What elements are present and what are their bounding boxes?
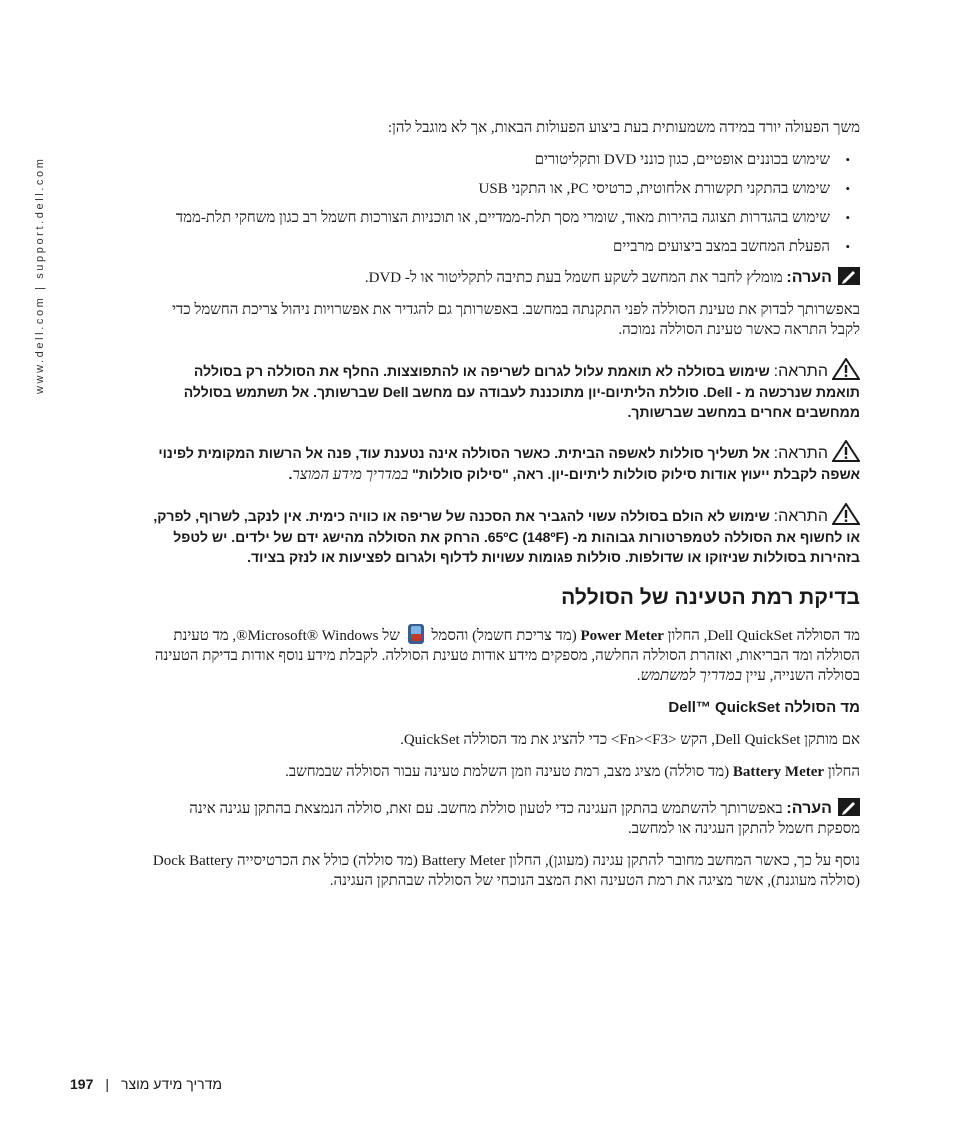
battery-icon bbox=[407, 623, 425, 645]
note-text: מומלץ לחבר את המחשב לשקע חשמל בעת כתיבה לתקליטור או ל- DVD. bbox=[364, 270, 783, 286]
list-item: • שימוש בכוננים אופטיים, כגון כונני DVD ותקליטורים bbox=[150, 150, 860, 170]
warning-label: התראה: bbox=[773, 445, 828, 462]
text-span: החלון bbox=[827, 764, 860, 780]
page-number: 197 bbox=[70, 1076, 94, 1092]
warning-compatible-battery bbox=[150, 358, 860, 422]
warning-label: התראה: bbox=[773, 508, 828, 525]
note-label: הערה: bbox=[786, 269, 832, 286]
guide-name: מדריך מידע מוצר bbox=[121, 1076, 222, 1092]
note-docking bbox=[150, 798, 860, 839]
power-meter-paragraph bbox=[150, 623, 860, 686]
pencil-note-icon bbox=[838, 798, 860, 816]
battery-meter-paragraph bbox=[150, 762, 860, 782]
dock-battery-paragraph: נוסף על כך, כאשר המחשב מחובר להתקן עגינה (מעוגן), החלון Battery Meter (מד סוללה) כולל את הכרטיסייה Dock Battery (סוללה מעוגנת), אשר מציגה את רמת הטעינה ואת המצב הנוכחי של הסוללה שבהתקן העגינה. bbox=[152, 853, 860, 889]
intro-text: משך הפעולה יורד במידה משמעותית בעת ביצוע הפעולות הבאות, אך לא מוגבל להן: bbox=[387, 120, 860, 136]
note-label: הערה: bbox=[786, 800, 832, 817]
warning-text: שימוש בסוללה לא תואמת עלול לגרום לשריפה או להתפוצצות. החלף את הסוללה רק בסוללה תואמת שנרכשה מ - Dell. סוללת הליתיום-יון מתוכננת לעבודה עם מחשב Dell שברשותך. אל תשתמש בסוללה ממחשבים אחרים במחשב שברשותך. bbox=[183, 363, 860, 420]
text-span: (מד סוללה) מציג מצב, רמת טעינה וזמן השלמת טעינה עבור הסוללה שבמחשב. bbox=[285, 764, 730, 780]
user-guide-ref: במדריך למשתמש bbox=[640, 668, 742, 684]
warning-triangle-icon bbox=[832, 503, 860, 525]
list-item: • שימוש בהתקני תקשורת אלחוטית, כרטיסי PC, או התקני USB bbox=[150, 179, 860, 199]
usage-list bbox=[150, 150, 860, 257]
warning-misuse bbox=[150, 503, 860, 567]
side-url: www.dell.com | support.dell.com bbox=[34, 156, 46, 394]
warning-disposal bbox=[150, 440, 860, 485]
pencil-note-icon bbox=[838, 267, 860, 285]
battery-check-intro: באפשרותך לבדוק את טעינת הסוללה לפני התקנתה במחשב. באפשרותך גם להגדיר את אפשרויות ניהול צריכת החשמל כדי לקבל התראה כאשר טעינת הסוללה נמוכה. bbox=[172, 302, 860, 338]
note-dvd bbox=[150, 267, 860, 288]
warning-text: אל תשליך סוללות לאשפה הביתית. כאשר הסוללה אינה נטענת עוד, פנה אל הרשות המקומית לפינוי אשפה לקבלת ייעוץ אודות סילוק סוללות ליתיום-יון. ראה, "סילוק סוללות" bbox=[158, 445, 860, 482]
text-span: Microsoft® Windows®, מד טעינת הסוללה ומד הבריאות, ואזהרת הסוללה החלשה, מספקים מידע אודות טעינת הסוללה. לקבלת מידע נוסף אודות בדיקת הטעינה בסוללה השנייה, עיין bbox=[154, 628, 860, 684]
text-span: . bbox=[636, 668, 641, 684]
warning-triangle-icon bbox=[832, 358, 860, 380]
page-footer bbox=[70, 1076, 270, 1092]
product-guide-ref: במדריך מידע המוצר bbox=[292, 467, 409, 483]
text-span: מד הסוללה Dell QuickSet, החלון bbox=[667, 628, 860, 644]
warning-end: . bbox=[288, 466, 293, 482]
section-title: בדיקת רמת הטעינה של הסוללה bbox=[561, 586, 860, 609]
list-item: • שימוש בהגדרות תצוגה בהירות מאוד, שומרי מסך תלת-ממדיים, או תוכניות הצורכות חשמל רב כגון משחקי תלת-ממד bbox=[150, 208, 860, 228]
page-content bbox=[150, 118, 860, 891]
note-text: באפשרותך להשתמש בהתקן העגינה כדי לטעון סוללת מחשב. עם זאת, סוללה הנמצאת בהתקן עגינה אינה מספקת חשמל להתקן העגינה או למחשב. bbox=[189, 801, 860, 837]
warning-triangle-icon bbox=[832, 440, 860, 462]
subsection-title: מד הסוללה Dell™ QuickSet bbox=[668, 699, 860, 716]
list-item: • הפעלת המחשב במצב ביצועים מרביים bbox=[150, 237, 860, 257]
text-span: של bbox=[382, 628, 400, 644]
text-span: (מד צריכת חשמל) והסמל bbox=[431, 628, 577, 644]
quickset-paragraph: אם מותקן Dell QuickSet, הקש <Fn><F3> כדי להציג את מד הסוללה QuickSet. bbox=[400, 732, 860, 748]
battery-meter-term: Battery Meter bbox=[732, 764, 825, 780]
warning-text: שימוש לא הולם בסוללה עשוי להגביר את הסכנה של שריפה או כוויה כימית. אין לנקב, לשרוף, לפרק, או לחשוף את הסוללה לטמפרטורות גבוהות מ- 65ºC (148ºF). הרחק את הסוללה מהישג ידם של ילדים. יש לטפל בזהירות בסוללות שניזוקו או שדולפות. סוללות פגומות עשויות לדלוף ולגרום לפציעות או לנזק בציוד. bbox=[153, 508, 860, 565]
warning-label: התראה: bbox=[773, 363, 828, 380]
footer-separator: | bbox=[105, 1076, 109, 1092]
power-meter-term: Power Meter bbox=[580, 628, 664, 644]
